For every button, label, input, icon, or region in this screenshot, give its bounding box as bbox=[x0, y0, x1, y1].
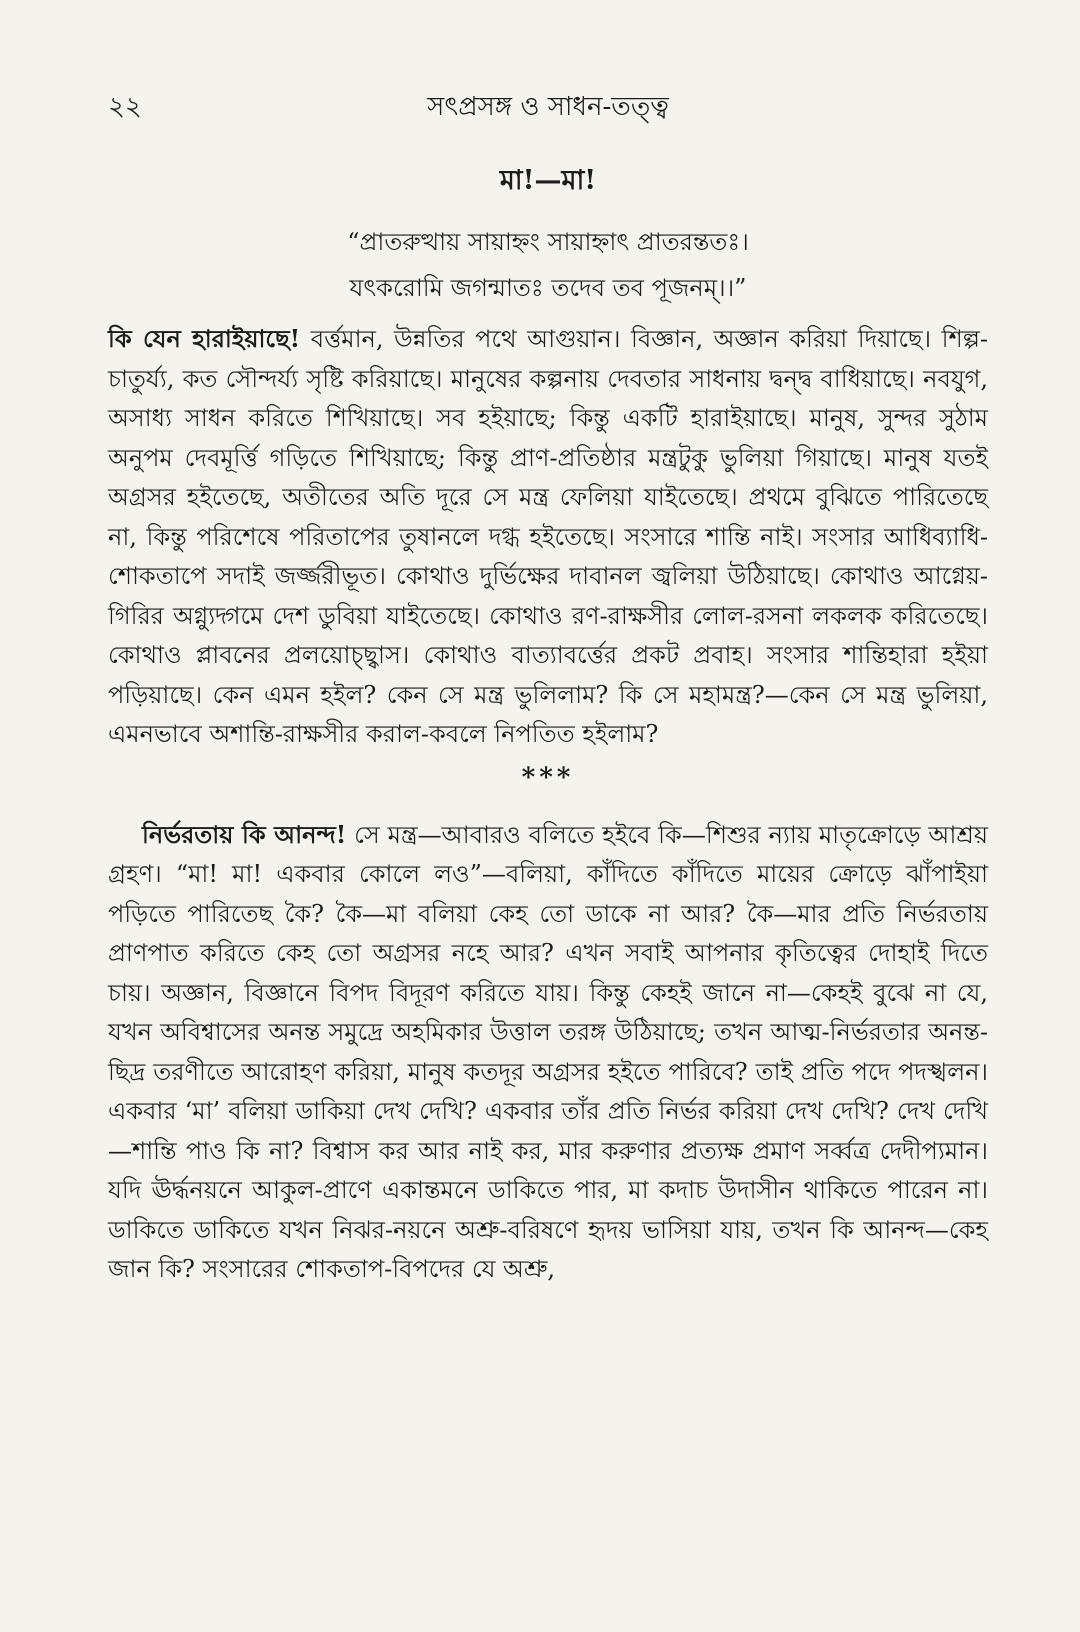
paragraph-2-lead: নির্ভরতায় কি আনন্দ! bbox=[142, 819, 347, 849]
verse-line-2: যৎকরোমি জগন্মাতঃ তদেব তব পূজনম্।।” bbox=[349, 274, 747, 302]
paragraph-1 bbox=[108, 319, 988, 755]
paragraph-2 bbox=[108, 815, 988, 1290]
chapter-title: মা!—মা! bbox=[499, 165, 597, 196]
section-separator: *** bbox=[521, 762, 575, 793]
verse-line-1: “প্রাতরুত্থায় সায়াহ্নং সায়াহ্নাৎ প্রাতরন্ততঃ। bbox=[347, 228, 749, 256]
page-number: ২২ bbox=[108, 92, 142, 122]
running-header bbox=[108, 86, 988, 130]
paragraph-2-text: সে মন্ত্র—আবারও বলিতে হইবে কি—শিশুর ন্যায় মাতৃক্রোড়ে আশ্রয় গ্রহণ। “মা! মা! একবার কোলে লও”—বলিয়া, কাঁদিতে কাঁদিতে মায়ের ক্রোড়ে ঝাঁপাইয়া পড়িতে পারিতেছ কৈ? কৈ—মা বলিয়া কেহ তো ডাকে না আর? কৈ—মার প্রতি নির্ভরতায় প্রাণপাত করিতে কেহ তো অগ্রসর নহে আর? এখন সবাই আপনার কৃতিত্বের দোহাই দিতে চায়। অজ্ঞান, বিজ্ঞানে বিপদ বিদূরণ করিতে যায়। কিন্তু কেহই জানে না—কেহই বুঝে না যে, যখন অবিশ্বাসের অনন্ত সমুদ্রে অহমিকার উত্তাল তরঙ্গ উঠিয়াছে; তখন আত্ম-নির্ভরতার অনন্ত-ছিদ্র তরণীতে আরোহণ করিয়া, মানুষ কতদূর অগ্রসর হইতে পারিবে? তাই প্রতি পদে পদস্খলন। একবার ‘মা’ বলিয়া ডাকিয়া দেখ দেখি? একবার তাঁর প্রতি নির্ভর করিয়া দেখ দেখি? দেখ দেখি—শান্তি পাও কি না? বিশ্বাস কর আর নাই কর, মার করুণার প্রত্যক্ষ প্রমাণ সর্ব্বত্র দেদীপ্যমান। যদি ঊর্দ্ধনয়নে আকুল-প্রাণে একান্তমনে ডাকিতে পার, মা কদাচ উদাসীন থাকিতে পারেন না। ডাকিতে ডাকিতে যখন নিঝর-নয়নে অশ্রু-বরিষণে হৃদয় ভাসিয়া যায়, তখন কি আনন্দ—কেহ জান কি? সংসারের শোকতাপ-বিপদের যে অশ্রু, bbox=[108, 820, 988, 1283]
book-title: সৎপ্রসঙ্গ ও সাধন-তত্ত্ব bbox=[427, 92, 669, 122]
paragraph-1-lead: কি যেন হারাইয়াছে! bbox=[108, 324, 301, 353]
paragraph-1-text: বর্ত্তমান, উন্নতির পথে আগুয়ান। বিজ্ঞান, অজ্ঞান করিয়া দিয়াছে। শিল্প-চাতুর্য্য, কত সৌন্দর্য্য সৃষ্টি করিয়াছে। মানুষের কল্পনায় দেবতার সাধনায় দ্বন্দ্ব বাধিয়াছে। নবযুগ, অসাধ্য সাধন করিতে শিখিয়াছে। সব হইয়াছে; কিন্তু একটি হারাইয়াছে। মানুষ, সুন্দর সুঠাম অনুপম দেবমূর্ত্তি গড়িতে শিখিয়াছে; কিন্তু প্রাণ-প্রতিষ্ঠার মন্ত্রটুকু ভুলিয়া গিয়াছে। মানুষ যতই অগ্রসর হইতেছে, অতীতের অতি দূরে সে মন্ত্র ফেলিয়া যাইতেছে। প্রথমে বুঝিতে পারিতেছে না, কিন্তু পরিশেষে পরিতাপের তুষানলে দগ্ধ হইতেছে। সংসারে শান্তি নাই। সংসার আধিব্যাধি-শোকতাপে সদাই জর্জ্জরীভূত। কোথাও দুর্ভিক্ষের দাবানল জ্বলিয়া উঠিয়াছে। কোথাও আগ্নেয়-গিরির অগ্ন্যুদ্গমে দেশ ডুবিয়া যাইতেছে। কোথাও রণ-রাক্ষসীর লোল-রসনা লকলক করিতেছে। কোথাও প্লাবনের প্রলয়োচ্ছ্বাস। কোথাও বাত্যাবর্ত্তের প্রকট প্রবাহ। সংসার শান্তিহারা হইয়া পড়িয়াছে। কেন এমন হইল? কেন সে মন্ত্র ভুলিলাম? কি সে মহামন্ত্র?—কেন সে মন্ত্র ভুলিয়া, এমনভাবে অশান্তি-রাক্ষসীর করাল-কবলে নিপতিত হইলাম? bbox=[108, 325, 988, 748]
verse-quote bbox=[108, 219, 988, 311]
